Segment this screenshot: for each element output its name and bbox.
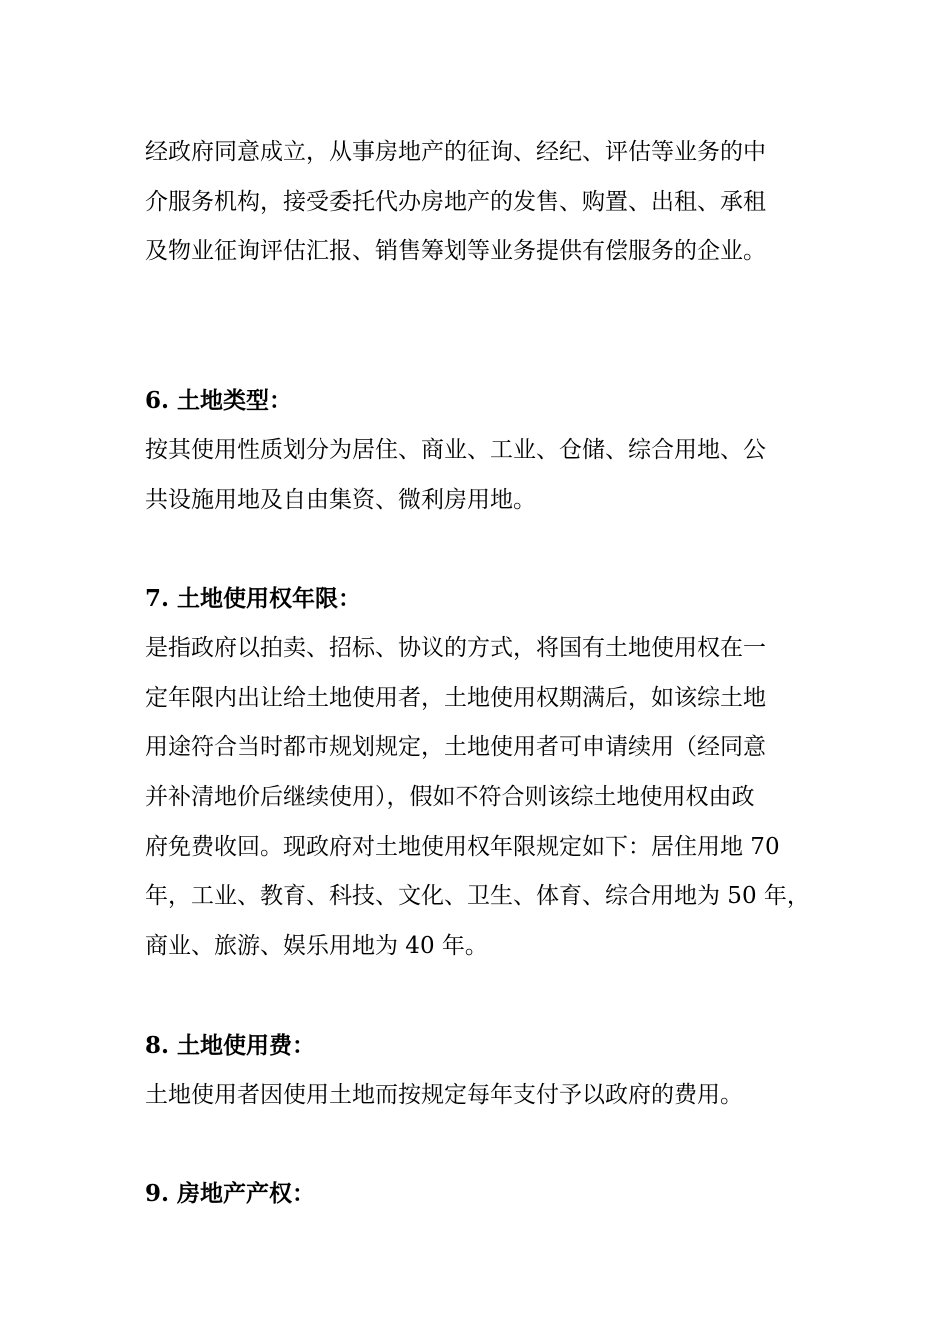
paragraph-line: 经政府同意成立，从事房地产的征询、经纪、评估等业务的中 <box>145 139 766 165</box>
paragraph-line: 及物业征询评估汇报、销售筹划等业务提供有偿服务的企业。 <box>145 238 766 264</box>
section-heading: 8. 土地使用费： <box>145 1032 316 1059</box>
paragraph-line: 府免费收回。现政府对土地使用权年限规定如下：居住用地 70 <box>145 834 780 860</box>
section-heading: 9. 房地产产权： <box>145 1180 316 1207</box>
paragraph-line: 商业、旅游、娱乐用地为 40 年。 <box>145 933 488 959</box>
paragraph-line: 土地使用者因使用土地而按规定每年支付予以政府的费用。 <box>145 1082 743 1108</box>
paragraph-line: 并补清地价后继续使用），假如不符合则该综土地使用权由政 <box>145 784 755 810</box>
paragraph-line: 用途符合当时都市规划规定，土地使用者可申请续用（经同意 <box>145 734 766 760</box>
paragraph-line: 介服务机构，接受委托代办房地产的发售、购置、出租、承租 <box>145 189 766 215</box>
paragraph-line: 共设施用地及自由集资、微利房用地。 <box>145 487 536 513</box>
paragraph-line: 年，工业、教育、科技、文化、卫生、体育、综合用地为 50 年， <box>145 883 810 909</box>
paragraph-line: 是指政府以拍卖、招标、协议的方式，将国有土地使用权在一 <box>145 635 766 661</box>
section-heading: 7. 土地使用权年限： <box>145 585 362 612</box>
paragraph-line: 按其使用性质划分为居住、商业、工业、仓储、综合用地、公 <box>145 437 766 463</box>
section-heading: 6. 土地类型： <box>145 387 293 414</box>
paragraph-line: 定年限内出让给土地使用者，土地使用权期满后，如该综土地 <box>145 685 766 711</box>
